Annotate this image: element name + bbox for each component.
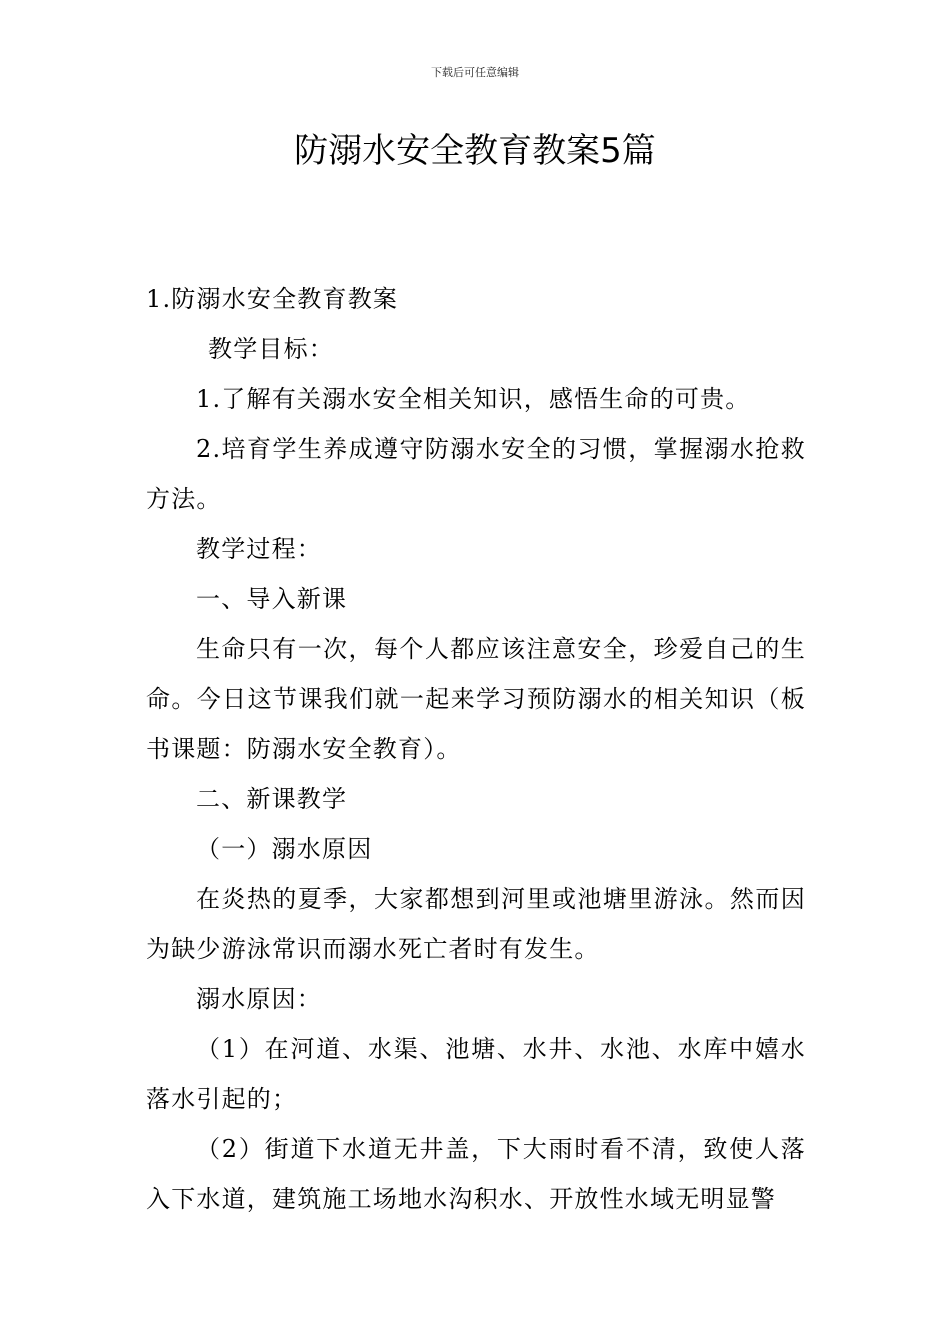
paragraph: 教学目标： [208,335,334,363]
paragraph: （2）街道下水道无井盖，下大雨时看不清，致使人落入下水道，建筑施工场地水沟积水、开放性水域无明显警 [146,1135,806,1213]
document-title: 防溺水安全教育教案5篇 [294,131,656,171]
paragraph: 溺水原因： [196,985,322,1013]
page-header-note: 下载后可任意编辑 [431,66,519,79]
paragraph: 二、新课教学 [196,785,348,813]
paragraph: （一）溺水原因 [196,835,373,863]
paragraph: 1.了解有关溺水安全相关知识，感悟生命的可贵。 [196,385,751,413]
paragraph: 生命只有一次，每个人都应该注意安全，珍爱自己的生命。今日这节课我们就一起来学习预防溺水的相关知识（板书课题：防溺水安全教育）。 [146,635,806,763]
document-body [146,274,806,1224]
paragraph: 2.培育学生养成遵守防溺水安全的习惯，掌握溺水抢救方法。 [146,435,806,513]
paragraph: 教学过程： [196,535,322,563]
paragraph: 一、导入新课 [196,585,348,613]
paragraph: 在炎热的夏季，大家都想到河里或池塘里游泳。然而因为缺少游泳常识而溺水死亡者时有发生。 [146,885,806,963]
section-heading: 1.防溺水安全教育教案 [146,285,399,313]
paragraph: （1）在河道、水渠、池塘、水井、水池、水库中嬉水落水引起的； [146,1035,806,1113]
